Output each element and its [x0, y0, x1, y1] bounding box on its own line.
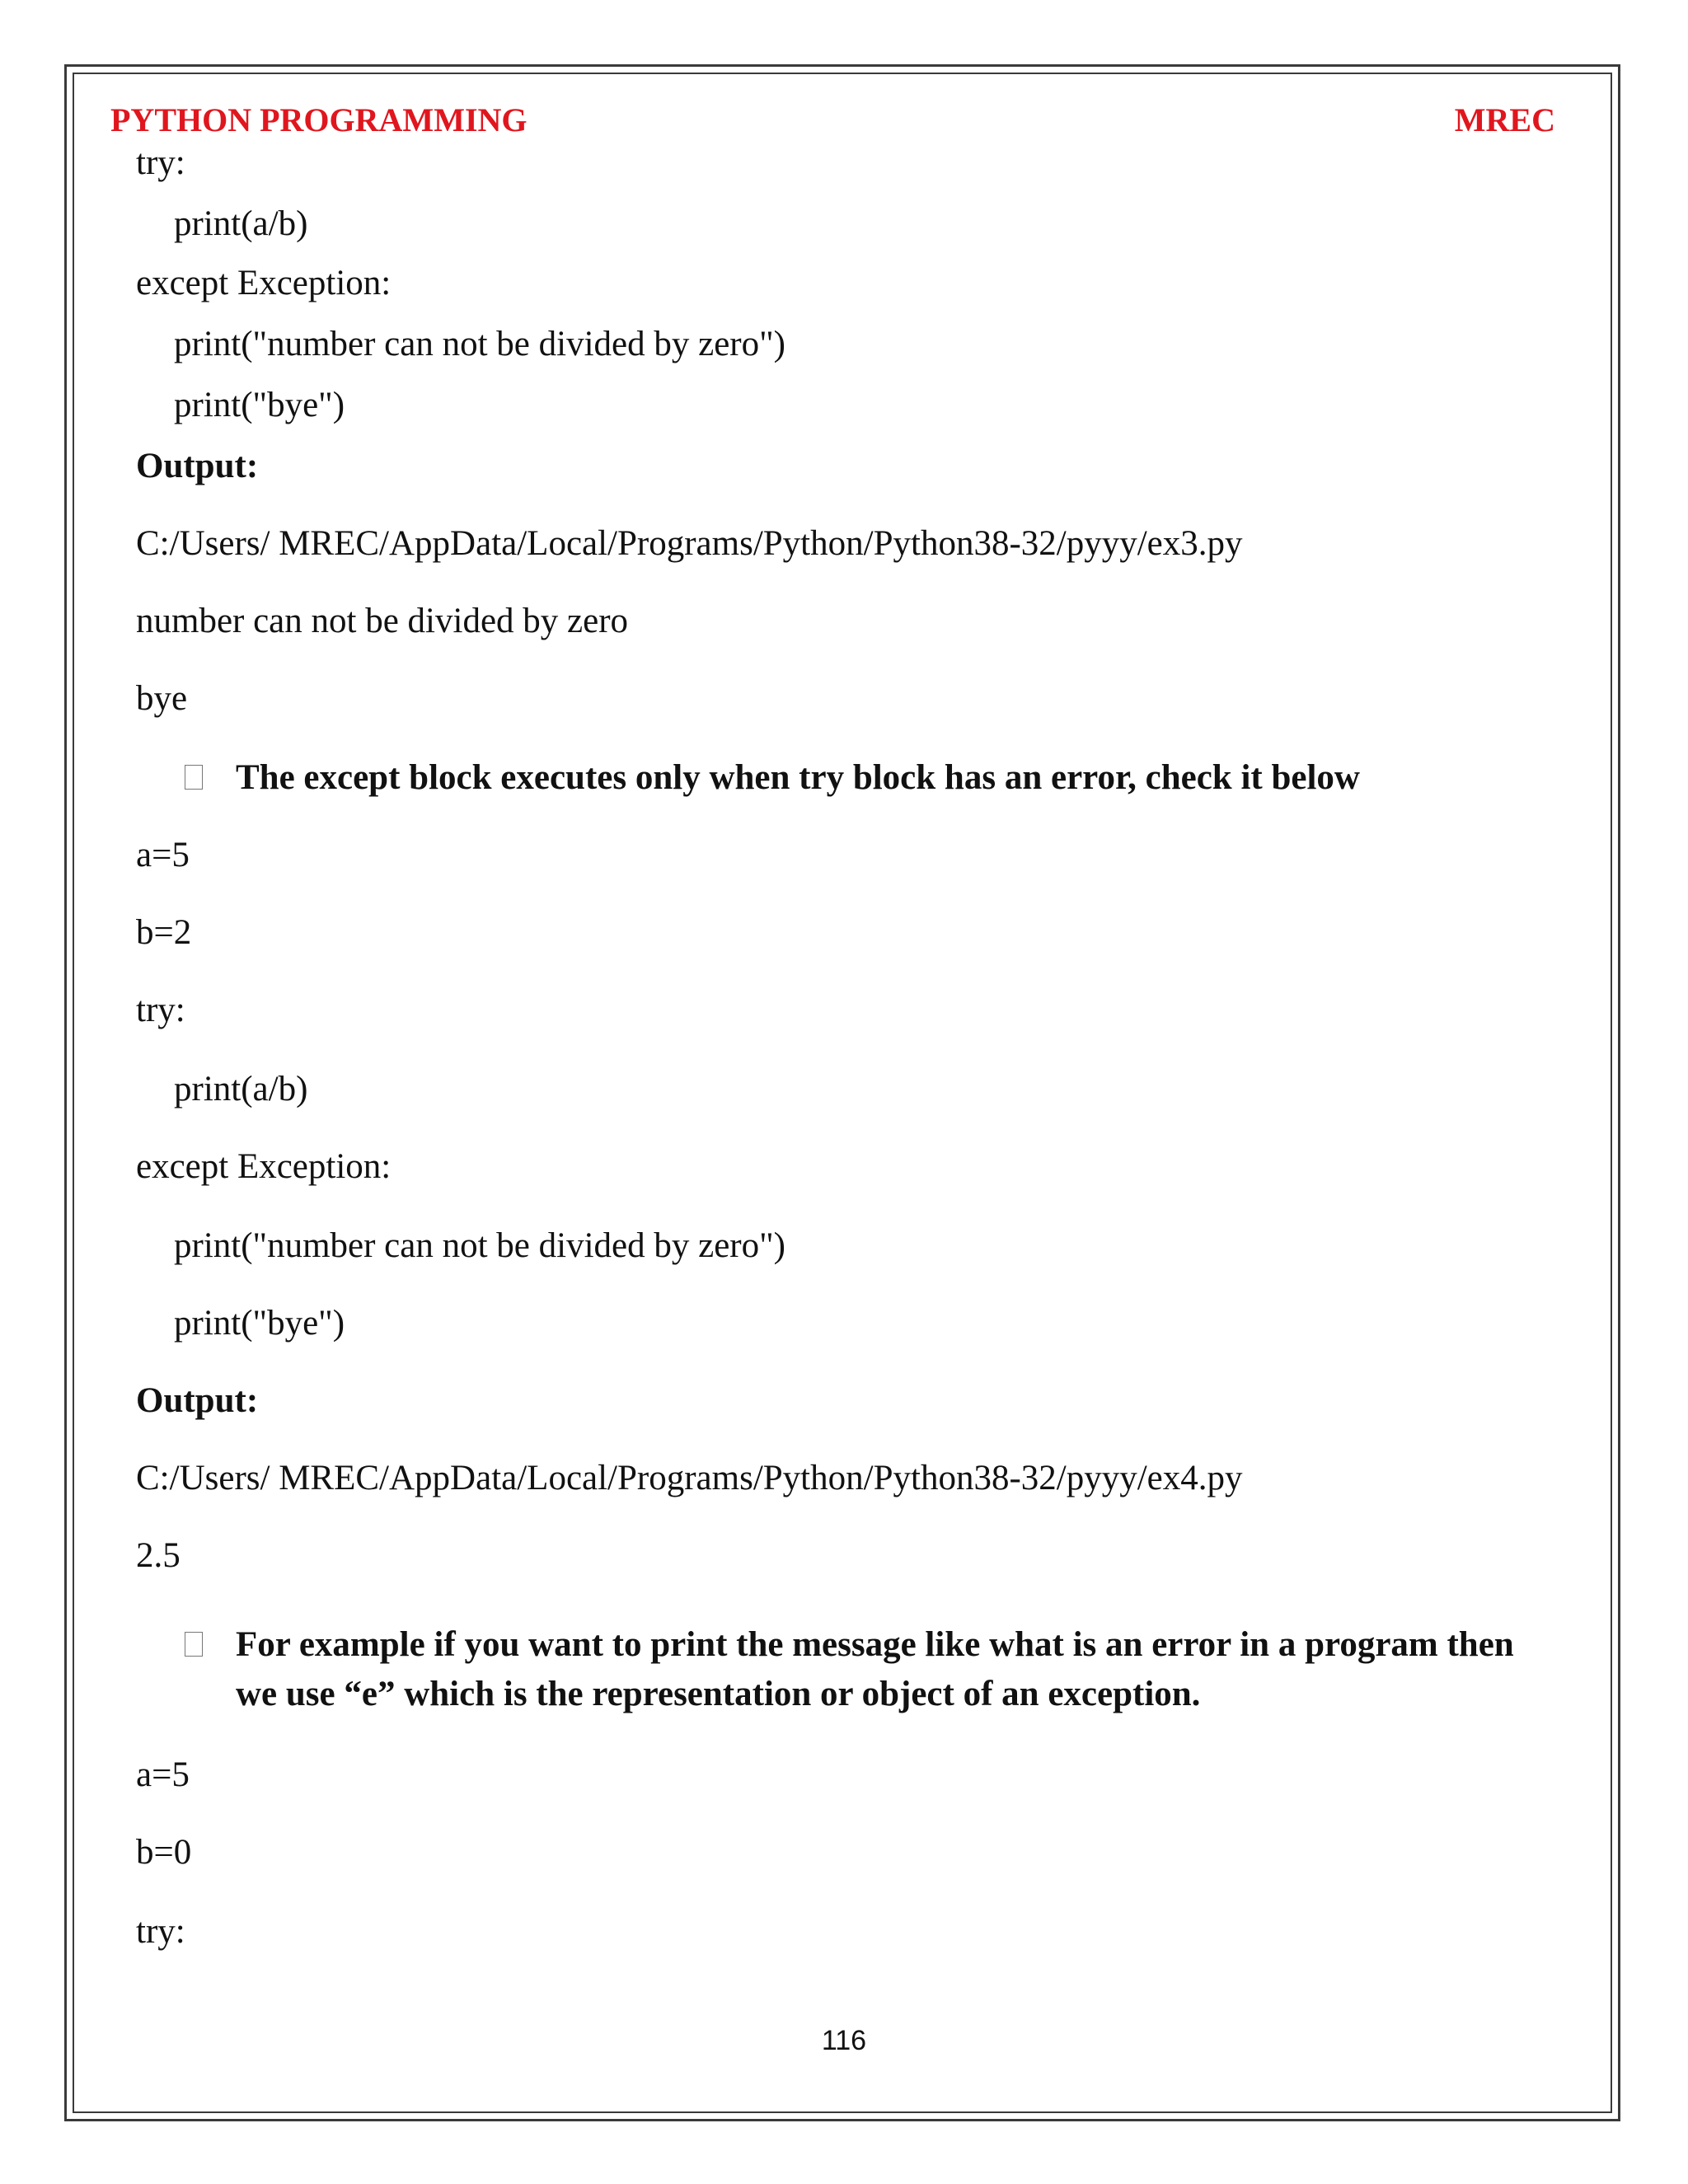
output-path: C:/Users/ MREC/AppData/Local/Programs/Python/Python38-32/pyyy/ex4.py — [136, 1459, 1243, 1497]
output-heading: Output: — [136, 447, 259, 485]
output-path: C:/Users/ MREC/AppData/Local/Programs/Python/Python38-32/pyyy/ex3.py — [136, 524, 1243, 563]
bullet-text: For example if you want to print the message like what is an error in a program then we use “e” which is the representation or object of an exception. — [236, 1625, 1514, 1713]
bullet-icon — [185, 1632, 203, 1657]
code-line-print-bye: print("bye") — [174, 386, 345, 424]
code-line-except: except Exception: — [136, 1147, 392, 1186]
header-institution: MREC — [1454, 101, 1555, 138]
output-line: bye — [136, 679, 188, 718]
code-line-try: try: — [136, 1912, 185, 1951]
code-line-try: try: — [136, 991, 185, 1029]
output-line: number can not be divided by zero — [136, 602, 629, 640]
code-line-print-bye: print("bye") — [174, 1304, 345, 1343]
code-line-print-msg: print("number can not be divided by zero") — [174, 1226, 785, 1265]
code-line-print-ab: print(a/b) — [174, 1070, 308, 1108]
code-line-print-msg: print("number can not be divided by zero") — [174, 325, 785, 363]
code-line-try: try: — [136, 143, 185, 182]
bullet-icon — [185, 765, 203, 790]
bullet-point — [185, 1620, 1553, 1719]
code-line-a: a=5 — [136, 1755, 190, 1794]
code-line-b: b=0 — [136, 1833, 192, 1872]
output-heading: Output: — [136, 1381, 259, 1420]
bullet-text: The except block executes only when try block has an error, check it below — [236, 758, 1360, 797]
header-title: PYTHON PROGRAMMING — [110, 101, 528, 138]
bullet-point — [185, 753, 1553, 803]
page-number: 116 — [821, 2025, 867, 2056]
code-line-except: except Exception: — [136, 264, 392, 302]
code-line-a: a=5 — [136, 836, 190, 874]
output-result: 2.5 — [136, 1536, 181, 1575]
code-line-b: b=2 — [136, 913, 192, 952]
code-line-print-ab: print(a/b) — [174, 204, 308, 243]
